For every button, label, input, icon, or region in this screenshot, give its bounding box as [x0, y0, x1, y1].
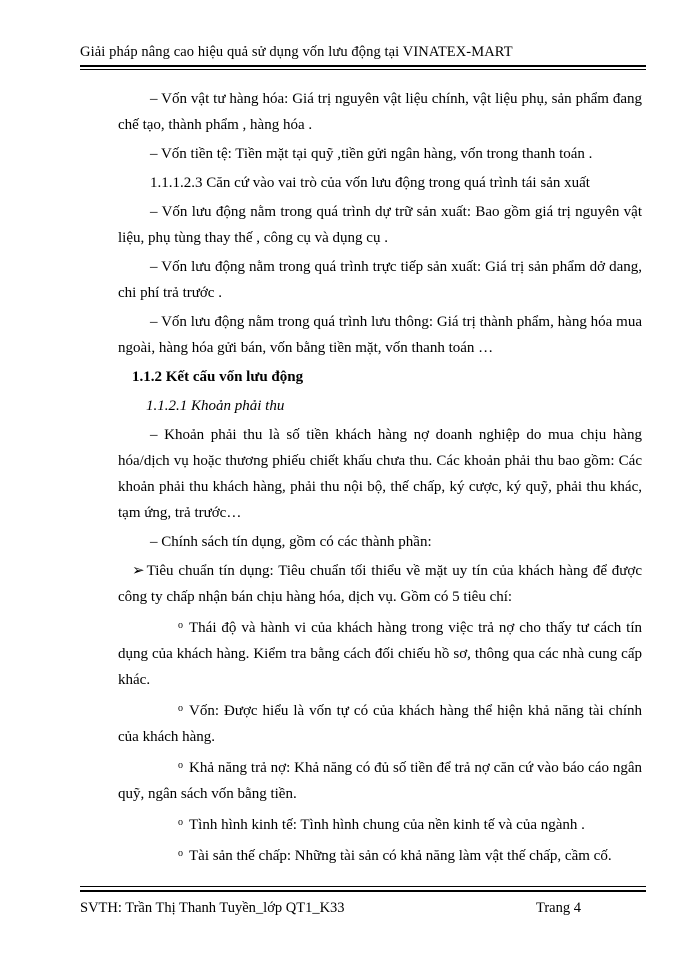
- circle-bullet-icon: o: [178, 760, 183, 771]
- circle-list-item: [118, 613, 642, 693]
- circle-item-text: Thái độ và hành vi của khách hàng trong việc trả nợ cho thấy tư cách tín dụng của khách hàng. Kiểm tra bằng cách đối chiếu hồ sơ, thông qua các nhà cung cấp khác.: [118, 620, 642, 688]
- paragraph: – Khoản phải thu là số tiền khách hàng nợ doanh nghiệp do mua chịu hàng hóa/dịch vụ hoặc thương phiếu chiết khấu chưa thu. Các khoản phải thu bao gồm: Các khoản phải thu khách hàng, phải thu nội bộ, thế chấp, ký cược, ký quỹ, phải thu khác, tạm ứng, trả trước…: [118, 427, 642, 521]
- paragraph: – Vốn lưu động nằm trong quá trình trực tiếp sản xuất: Giá trị sản phẩm dở dang, chi phí trả trước .: [118, 259, 642, 301]
- footer-rule: [80, 890, 646, 892]
- paragraph: – Vốn vật tư hàng hóa: Giá trị nguyên vật liệu chính, vật liệu phụ, sản phẩm đang chế tạo, thành phẩm , hàng hóa .: [118, 91, 642, 133]
- page-content: [118, 86, 642, 872]
- circle-bullet-icon: o: [178, 703, 183, 714]
- arrow-item-text: Tiêu chuẩn tín dụng: Tiêu chuẩn tối thiểu về mặt uy tín của khách hàng để được công ty chấp nhận bán chịu hàng hóa, dịch vụ. Gồm có 5 tiêu chí:: [118, 563, 642, 605]
- paragraph: – Vốn tiền tệ: Tiền mặt tại quỹ ,tiền gửi ngân hàng, vốn trong thanh toán .: [150, 146, 593, 162]
- paragraph: – Vốn lưu động nằm trong quá trình lưu thông: Giá trị thành phẩm, hàng hóa mua ngoài, hàng hóa gửi bán, vốn bằng tiền mặt, vốn thanh toán …: [118, 314, 642, 356]
- circle-item-text: Khả năng trả nợ: Khả năng có đủ số tiền để trả nợ căn cứ vào báo cáo ngân quỹ, ngân sách vốn bằng tiền.: [118, 760, 642, 802]
- page-header-title: Giải pháp nâng cao hiệu quả sử dụng vốn lưu động tại VINATEX-MART: [80, 44, 513, 60]
- circle-item-text: Tình hình kinh tế: Tình hình chung của nền kinh tế và của ngành .: [189, 817, 585, 833]
- header-rule: [80, 69, 646, 70]
- arrow-list-item: [118, 558, 642, 610]
- circle-bullet-icon: o: [178, 817, 183, 828]
- section-heading: 1.1.2 Kết cấu vốn lưu động: [132, 369, 304, 385]
- circle-item-text: Vốn: Được hiểu là vốn tự có của khách hàng thể hiện khả năng tài chính của khách hàng.: [118, 703, 642, 745]
- paragraph: – Chính sách tín dụng, gồm có các thành phần:: [150, 534, 432, 550]
- subsection-line: 1.1.1.2.3 Căn cứ vào vai trò của vốn lưu động trong quá trình tái sản xuất: [150, 175, 590, 191]
- circle-item-text: Tài sản thế chấp: Những tài sản có khả năng làm vật thế chấp, cầm cố.: [189, 848, 612, 864]
- circle-bullet-icon: o: [178, 848, 183, 859]
- arrow-bullet-icon: ➢: [132, 563, 145, 579]
- circle-list-item: [118, 753, 642, 807]
- paragraph: – Vốn lưu động nằm trong quá trình dự trữ sản xuất: Bao gồm giá trị nguyên vật liệu, phụ tùng thay thế , công cụ và dụng cụ .: [118, 204, 642, 246]
- footer-rule: [80, 886, 646, 887]
- footer-author: SVTH: Trần Thị Thanh Tuyền_lớp QT1_K33: [80, 900, 345, 916]
- circle-list-item: [118, 810, 642, 838]
- circle-list-item: [118, 696, 642, 750]
- footer-page-number: Trang 4: [536, 900, 581, 916]
- circle-bullet-icon: o: [178, 620, 183, 631]
- subsection-heading: 1.1.2.1 Khoản phải thu: [146, 398, 285, 414]
- circle-list-item: [118, 841, 642, 869]
- header-rule: [80, 65, 646, 67]
